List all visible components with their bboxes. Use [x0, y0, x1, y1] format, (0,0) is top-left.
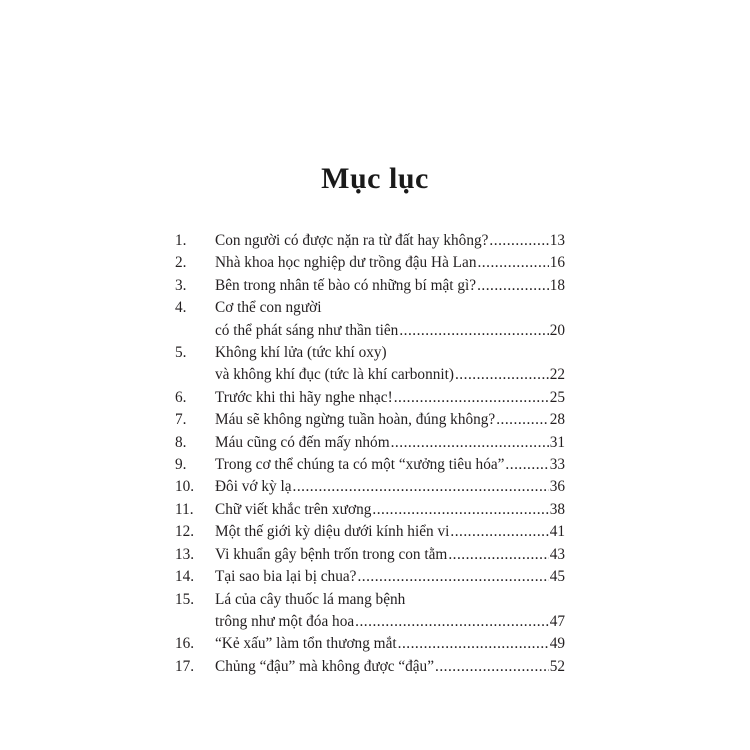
entry-title: Đôi vớ kỳ lạ	[215, 478, 292, 496]
entry-number: 12.	[175, 523, 195, 541]
page-title: Mục lục	[321, 162, 429, 195]
toc-entry[interactable]	[175, 409, 565, 431]
toc-entry[interactable]	[175, 589, 565, 634]
entry-title: Lá của cây thuốc lá mang bệnh	[215, 590, 406, 608]
dot-leader	[391, 432, 549, 454]
entry-title: có thể phát sáng như thần tiên	[215, 321, 399, 339]
toc-entry[interactable]	[175, 521, 565, 543]
entry-number: 17.	[175, 657, 195, 675]
entry-number: 10.	[175, 478, 195, 496]
entry-number: 9.	[175, 456, 187, 474]
entry-title: Nhà khoa học nghiệp dư trồng đậu Hà Lan	[215, 254, 477, 272]
page-number: 41	[549, 523, 565, 541]
toc-entry[interactable]	[175, 230, 565, 252]
page-number: 43	[549, 545, 565, 563]
entry-number: 14.	[175, 568, 195, 586]
entry-number: 3.	[175, 276, 187, 294]
entry-title: và không khí đục (tức là khí carbonnit)	[215, 366, 454, 384]
dot-leader	[477, 252, 548, 274]
page-number: 47	[549, 612, 565, 630]
page-number: 49	[549, 635, 565, 653]
entry-title: “Kẻ xấu” làm tổn thương mắt	[215, 635, 397, 653]
entry-title: Vi khuẩn gây bệnh trốn trong con tằm	[215, 545, 448, 563]
entry-title: Máu cũng có đến mấy nhóm	[215, 433, 390, 451]
dot-leader	[357, 566, 548, 588]
toc-entry[interactable]	[175, 454, 565, 476]
dot-leader	[398, 633, 549, 655]
entry-title: Máu sẽ không ngừng tuần hoàn, đúng không?	[215, 411, 496, 429]
toc-entry[interactable]	[175, 275, 565, 297]
entry-title: Chủng “đậu” mà không được “đậu”	[215, 657, 434, 675]
dot-leader	[505, 454, 548, 476]
page-number: 13	[549, 232, 565, 249]
toc-entry[interactable]	[175, 544, 565, 566]
entry-title: Trước khi thi hãy nghe nhạc!	[215, 388, 393, 406]
toc-entry[interactable]	[175, 342, 565, 387]
dot-leader	[477, 275, 549, 297]
dot-leader	[355, 611, 549, 633]
dot-leader	[455, 364, 549, 386]
entry-title: Bên trong nhân tế bào có những bí mật gì?	[215, 276, 477, 294]
page-number: 16	[549, 254, 565, 272]
table-of-contents	[175, 230, 565, 678]
toc-entry[interactable]	[175, 499, 565, 521]
entry-title: Tại sao bia lại bị chua?	[215, 568, 357, 586]
toc-entry[interactable]	[175, 656, 565, 678]
dot-leader	[399, 320, 548, 342]
dot-leader	[489, 230, 548, 252]
dot-leader	[448, 544, 548, 566]
entry-title: Con người có được nặn ra từ đất hay không?	[215, 232, 489, 249]
entry-number: 4.	[175, 299, 187, 317]
toc-entry[interactable]	[175, 633, 565, 655]
entry-number: 16.	[175, 635, 195, 653]
page-number: 38	[549, 500, 565, 518]
entry-number: 2.	[175, 254, 187, 272]
entry-title: Cơ thể con người	[215, 299, 322, 317]
dot-leader	[450, 521, 548, 543]
entry-number: 1.	[175, 232, 187, 249]
entry-number: 15.	[175, 590, 195, 608]
entry-number: 11.	[175, 500, 194, 518]
page-number: 28	[549, 411, 565, 429]
dot-leader	[496, 409, 549, 431]
toc-entry[interactable]	[175, 252, 565, 274]
dot-leader	[293, 476, 549, 498]
entry-number: 6.	[175, 388, 187, 406]
page-number: 18	[549, 276, 565, 294]
entry-number: 7.	[175, 411, 187, 429]
toc-entry[interactable]	[175, 432, 565, 454]
entry-number: 13.	[175, 545, 195, 563]
dot-leader	[394, 387, 549, 409]
toc-entry[interactable]	[175, 476, 565, 498]
entry-title: Chữ viết khắc trên xương	[215, 500, 372, 518]
entry-number: 8.	[175, 433, 187, 451]
page-number: 45	[549, 568, 565, 586]
page-number: 52	[549, 657, 565, 675]
entry-number: 5.	[175, 344, 187, 362]
entry-title: Trong cơ thể chúng ta có một “xưởng tiêu hóa”	[215, 456, 505, 474]
page-number: 36	[549, 478, 565, 496]
entry-title: trông như một đóa hoa	[215, 612, 355, 630]
toc-entry[interactable]	[175, 297, 565, 342]
page-number: 22	[549, 366, 565, 384]
page-number: 31	[549, 433, 565, 451]
page-number: 20	[549, 321, 565, 339]
entry-title: Không khí lửa (tức khí oxy)	[215, 344, 387, 362]
dot-leader	[435, 656, 549, 678]
dot-leader	[372, 499, 548, 521]
page-number: 25	[549, 388, 565, 406]
toc-entry[interactable]	[175, 387, 565, 409]
toc-entry[interactable]	[175, 566, 565, 588]
page-number: 33	[549, 456, 565, 474]
entry-title: Một thế giới kỳ diệu dưới kính hiển vi	[215, 523, 450, 541]
